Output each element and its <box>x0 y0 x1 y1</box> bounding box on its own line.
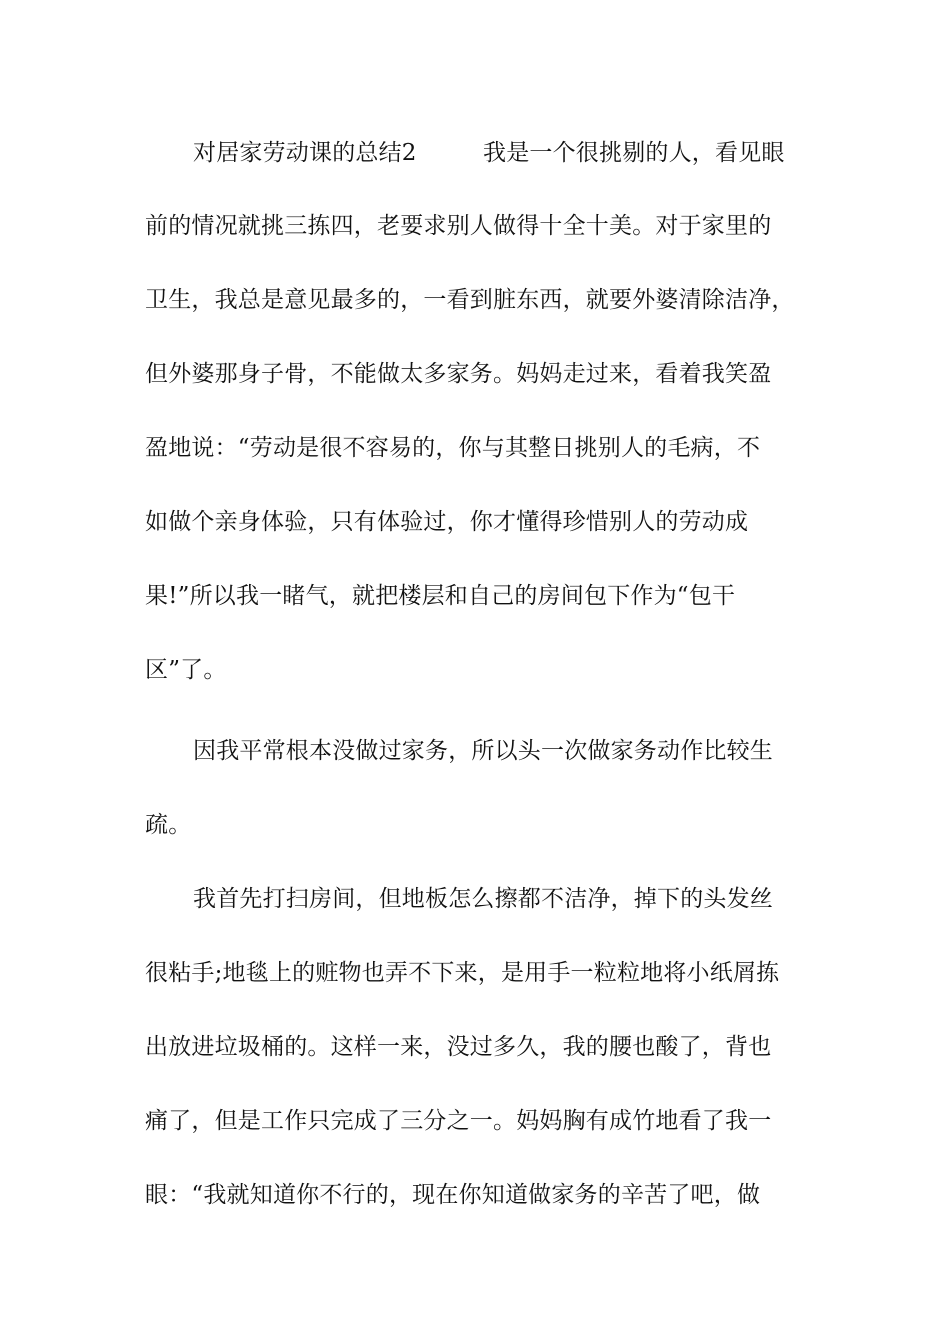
paragraph-line-15: 眼：“我就知道你不行的，现在你知道做家务的辛苦了吧，做 <box>145 1182 761 1208</box>
paragraph-line-10: 疏。 <box>145 812 192 838</box>
paragraph-line-9: 因我平常根本没做过家务，所以头一次做家务动作比较生 <box>193 738 773 764</box>
paragraph-line-11: 我首先打扫房间，但地板怎么擦都不洁净，掉下的头发丝 <box>193 886 773 912</box>
paragraph-line-4: 但外婆那身子骨，不能做太多家务。妈妈走过来，看着我笑盈 <box>145 361 772 387</box>
paragraph-line-7: 果!”所以我一睹气，就把楼层和自己的房间包下作为“包干 <box>145 583 736 609</box>
paragraph-line-13: 出放进垃圾桶的。这样一来，没过多久，我的腰也酸了，背也 <box>145 1034 772 1060</box>
paragraph-line-5: 盈地说：“劳动是很不容易的，你与其整日挑别人的毛病，不 <box>145 435 761 461</box>
document-title: 对居家劳动课的总结2 <box>193 140 417 166</box>
paragraph-text: 我是一个很挑剔的人，看见眼 <box>483 140 785 166</box>
paragraph-line-14: 痛了，但是工作只完成了三分之一。妈妈胸有成竹地看了我一 <box>145 1108 772 1134</box>
paragraph-line-3: 卫生，我总是意见最多的，一看到脏东西，就要外婆清除洁净， <box>145 287 795 313</box>
paragraph-line-8: 区”了。 <box>145 657 227 683</box>
paragraph-line-12: 很粘手;地毯上的赃物也弄不下来，是用手一粒粒地将小纸屑拣 <box>145 960 780 986</box>
paragraph-line-2: 前的情况就挑三拣四，老要求别人做得十全十美。对于家里的 <box>145 213 772 239</box>
paragraph-line-6: 如做个亲身体验，只有体验过，你才懂得珍惜别人的劳动成 <box>145 509 749 535</box>
paragraph-line-1 <box>193 138 873 168</box>
